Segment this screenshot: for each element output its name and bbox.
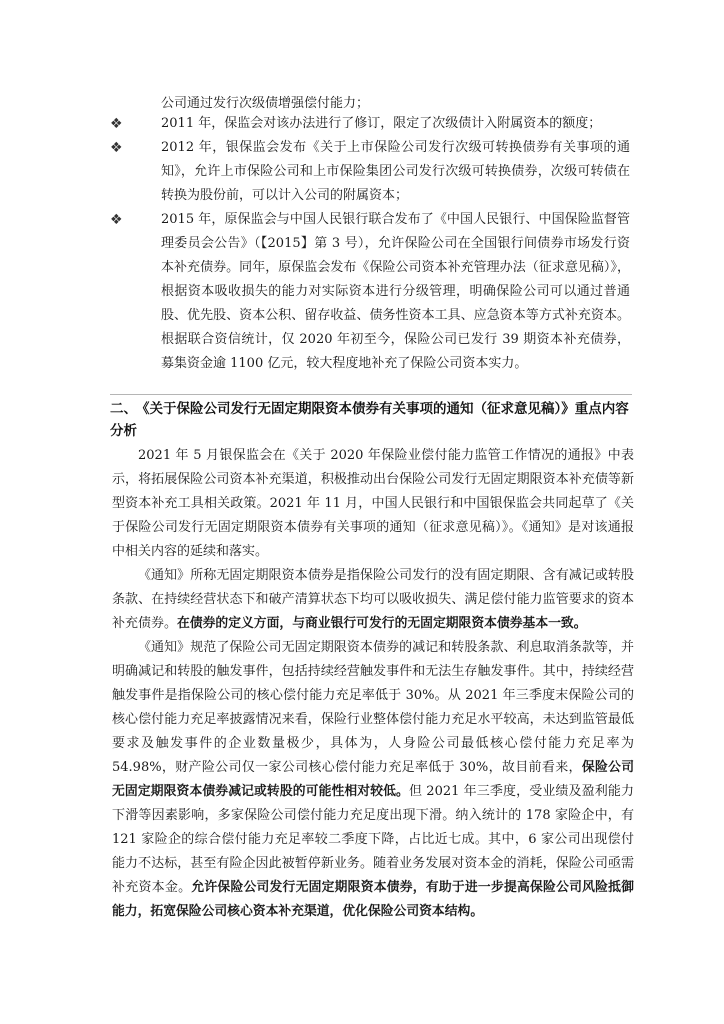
list-item <box>110 208 630 376</box>
bullet-list <box>110 112 630 376</box>
emphasis-text: 保险公司无固定期限资本债券减记或转股的可能性相对较低。 <box>112 760 634 799</box>
diamond-bullet-icon: ❖ <box>110 140 123 156</box>
list-item <box>110 112 630 136</box>
paragraph-text: 《通知》所称无固定期限资本债券是指保险公司发行的没有固定期限、含有减记或转股条款、在持续经营状态下和破产清算状态下均可以吸收损失、满足偿付能力监管要求的资本补充债券。 <box>112 568 634 631</box>
paragraph <box>112 636 634 924</box>
bullet-text: 2015 年，原保监会与中国人民银行联合发布了《中国人民银行、中国保险监督管理委员会公告》（【2015】第 3 号），允许保险公司在全国银行间债券市场发行资本补充债券。同年，原保监会发布《保险公司资本补充管理办法（征求意见稿）》，根据资本吸收损失的能力对实际资本进行分级管理，明确保险公司可以通过普通股、优先股、资本公积、留存收益、债务性资本工具、应急资本等方式补充资本。根据联合资信统计，仅 2020 年初至今，保险公司已发行 39 期资本补充债券，募集资金逾 1100 亿元，较大程度地补充了保险公司资本实力。 <box>161 212 630 371</box>
paragraph-text: 《通知》规范了保险公司无固定期限资本债券的减记和转股条款、利息取消条款等，并明确减记和转股的触发事件，包括持续经营触发事件和无法生存触发事件。其中，持续经营触发事件是指保险公司的核心偿付能力充足率低于 30%。从 2021 年三季度末保险公司的核心偿付能力充足率披露情况来看，保险行业整体偿付能力充足水平较高，未达到监管最低要求及触发事件的企业数量极少，具体为，人身险公司最低核心偿付能力充足率为 54.98%，财产险公司仅一家公司核心偿付能力充足率低于 30%，故目前看来， <box>112 640 634 775</box>
section-heading <box>110 398 630 442</box>
section-body <box>112 444 634 924</box>
continued-text: 公司通过发行次级债增强偿付能力； <box>161 96 370 111</box>
diamond-bullet-icon: ❖ <box>110 212 123 228</box>
section-divider <box>110 394 632 395</box>
paragraph <box>112 444 634 564</box>
section-title: 《关于保险公司发行无固定期限资本债券有关事项的通知（征求意见稿）》重点内容分析 <box>110 401 629 439</box>
bullet-text: 2012 年，银保监会发布《关于上市保险公司发行次级可转换债券有关事项的通知》，允许上市保险公司和上市保险集团公司发行次级可转换债券，次级可转债在转换为股份前，可以计入公司的附属资本； <box>161 140 630 203</box>
list-item <box>110 136 630 208</box>
paragraph <box>112 564 634 636</box>
paragraph-text: 但 2021 年三季度，受业绩及盈利能力下滑等因素影响，多家保险公司偿付能力充足度出现下滑。纳入统计的 178 家险企中，有 121 家险企的综合偿付能力充足率较二季度下降，占比近七成。其中，6 家公司出现偿付能力不达标，甚至有险企因此被暂停新业务。随着业务发展对资本金的消耗，保险公司亟需补充资本金。 <box>112 784 635 895</box>
emphasis-text: 允许保险公司发行无固定期限资本债券，有助于进一步提高保险公司风险抵御能力，拓宽保险公司核心资本补充渠道，优化保险公司资本结构。 <box>112 880 634 919</box>
emphasis-text: 在债券的定义方面，与商业银行可发行的无固定期限资本债券基本一致。 <box>177 616 587 631</box>
bullet-text: 2011 年，保监会对该办法进行了修订，限定了次级债计入附属资本的额度； <box>161 116 602 131</box>
paragraph-text: 2021 年 5 月银保监会在《关于 2020 年保险业偿付能力监管工作情况的通报》中表示，将拓展保险公司资本补充渠道，积极推动出台保险公司发行无固定期限资本补充债等新型资本补充工具相关政策。2021 年 11 月，中国人民银行和中国银保监会共同起草了《关于保险公司发行无固定期限资本债券有关事项的通知（征求意见稿）》。《通知》是对该通报中相关内容的延续和落实。 <box>112 448 634 559</box>
diamond-bullet-icon: ❖ <box>110 116 123 132</box>
section-number: 二、 <box>110 401 137 417</box>
